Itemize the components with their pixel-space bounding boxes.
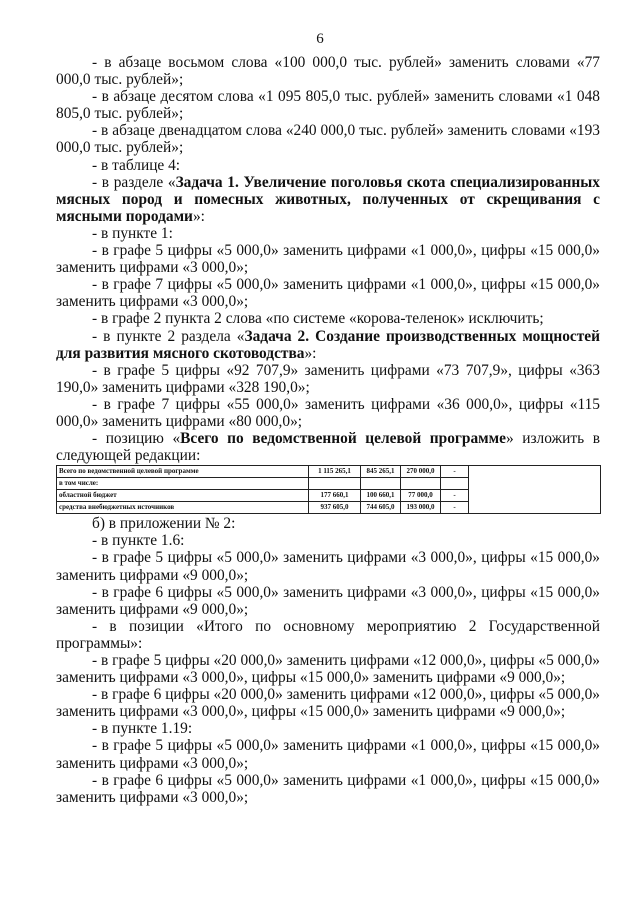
table-row xyxy=(57,466,601,478)
paragraph-15: - в пункте 1.6: xyxy=(92,532,185,550)
table-cell: - xyxy=(441,502,469,514)
paragraph-6: - в пункте 1: xyxy=(92,224,173,242)
paragraph-7: - в графе 5 цифры «5 000,0» заменить цифрами «1 000,0», цифры «15 000,0» заменить цифрами «3 000,0»; xyxy=(56,242,600,277)
paragraph-22: - в графе 5 цифры «5 000,0» заменить цифрами «1 000,0», цифры «15 000,0» заменить цифрами «3 000,0»; xyxy=(56,737,600,772)
page-number: 6 xyxy=(316,31,324,47)
table-cell: 744 605,0 xyxy=(361,502,401,514)
table-cell: 77 000,0 xyxy=(401,490,441,502)
table-cell-label: Всего по ведомственной целевой программе xyxy=(57,466,309,478)
paragraph-18: - в позиции «Итого по основному мероприятию 2 Государственной программы»: xyxy=(56,617,600,652)
paragraph-23: - в графе 6 цифры «5 000,0» заменить цифрами «1 000,0», цифры «15 000,0» заменить цифрами «3 000,0»; xyxy=(56,771,600,806)
task-2-title: Задача 2. Создание производственных мощностей для развития мясного скотоводства xyxy=(56,327,600,362)
paragraph-3: - в абзаце двенадцатом слова «240 000,0 тыс. рублей» заменить словами «193 000,0 тыс. рублей»; xyxy=(56,122,600,157)
table-cell-label: средства внебюджетных источников xyxy=(57,502,309,514)
paragraph-4: - в таблице 4: xyxy=(92,156,181,174)
table-cell: 177 660,1 xyxy=(309,490,361,502)
table-cell-empty xyxy=(469,466,601,514)
table-cell: 193 000,0 xyxy=(401,502,441,514)
paragraph-5: - в разделе «Задача 1. Увеличение поголовья скота специализированных мясных пород и помесных животных, полученных от скрещивания с мясными породами»: xyxy=(56,173,600,225)
paragraph-12: - в графе 7 цифры «55 000,0» заменить цифрами «36 000,0», цифры «115 000,0» заменить цифрами «80 000,0»; xyxy=(56,395,600,430)
paragraph-2: - в абзаце десятом слова «1 095 805,0 тыс. рублей» заменить словами «1 048 805,0 тыс. рублей»; xyxy=(56,88,600,123)
table-cell xyxy=(361,478,401,490)
paragraph-17: - в графе 6 цифры «5 000,0» заменить цифрами «3 000,0», цифры «15 000,0» заменить цифрами «9 000,0»; xyxy=(56,583,600,618)
table-cell xyxy=(309,478,361,490)
table-cell-label: областной бюджет xyxy=(57,490,309,502)
paragraph-21: - в пункте 1.19: xyxy=(92,720,193,738)
paragraph-9: - в графе 2 пункта 2 слова «по системе «корова-теленок» исключить; xyxy=(92,310,544,328)
table-cell: 937 605,0 xyxy=(309,502,361,514)
document-body xyxy=(56,54,600,806)
paragraph-13: - позицию «Всего по ведомственной целевой программе» изложить в следующей редакции: xyxy=(56,430,600,465)
table-cell: 270 000,0 xyxy=(401,466,441,478)
table-cell xyxy=(401,478,441,490)
paragraph-20: - в графе 6 цифры «20 000,0» заменить цифрами «12 000,0», цифры «5 000,0» заменить цифрами «3 000,0», цифры «15 000,0» заменить цифрами «9 000,0»; xyxy=(56,686,600,721)
paragraph-10: - в пункте 2 раздела «Задача 2. Создание производственных мощностей для развития мясного скотоводства»: xyxy=(56,327,600,362)
position-title: Всего по ведомственной целевой программе xyxy=(180,430,506,448)
paragraph-19: - в графе 5 цифры «20 000,0» заменить цифрами «12 000,0», цифры «5 000,0» заменить цифрами «3 000,0», цифры «15 000,0» заменить цифрами «9 000,0»; xyxy=(56,652,600,687)
table-cell: - xyxy=(441,490,469,502)
paragraph-1: - в абзаце восьмом слова «100 000,0 тыс. рублей» заменить словами «77 000,0 тыс. рублей»; xyxy=(56,54,600,89)
paragraph-14: б) в приложении № 2: xyxy=(92,515,236,533)
paragraph-8: - в графе 7 цифры «5 000,0» заменить цифрами «1 000,0», цифры «15 000,0» заменить цифрами «3 000,0»; xyxy=(56,276,600,311)
table-cell xyxy=(441,478,469,490)
paragraph-16: - в графе 5 цифры «5 000,0» заменить цифрами «3 000,0», цифры «15 000,0» заменить цифрами «9 000,0»; xyxy=(56,549,600,584)
table-cell: - xyxy=(441,466,469,478)
table-cell: 100 660,1 xyxy=(361,490,401,502)
task-1-title: Задача 1. Увеличение поголовья скота специализированных мясных пород и помесных животных, полученных от скрещивания с мясными породами xyxy=(56,173,600,225)
table-cell-label: в том числе: xyxy=(57,478,309,490)
table-cell: 1 115 265,1 xyxy=(309,466,361,478)
budget-table xyxy=(56,465,601,514)
table-cell: 845 265,1 xyxy=(361,466,401,478)
paragraph-11: - в графе 5 цифры «92 707,9» заменить цифрами «73 707,9», цифры «363 190,0» заменить цифрами «328 190,0»; xyxy=(56,361,600,396)
